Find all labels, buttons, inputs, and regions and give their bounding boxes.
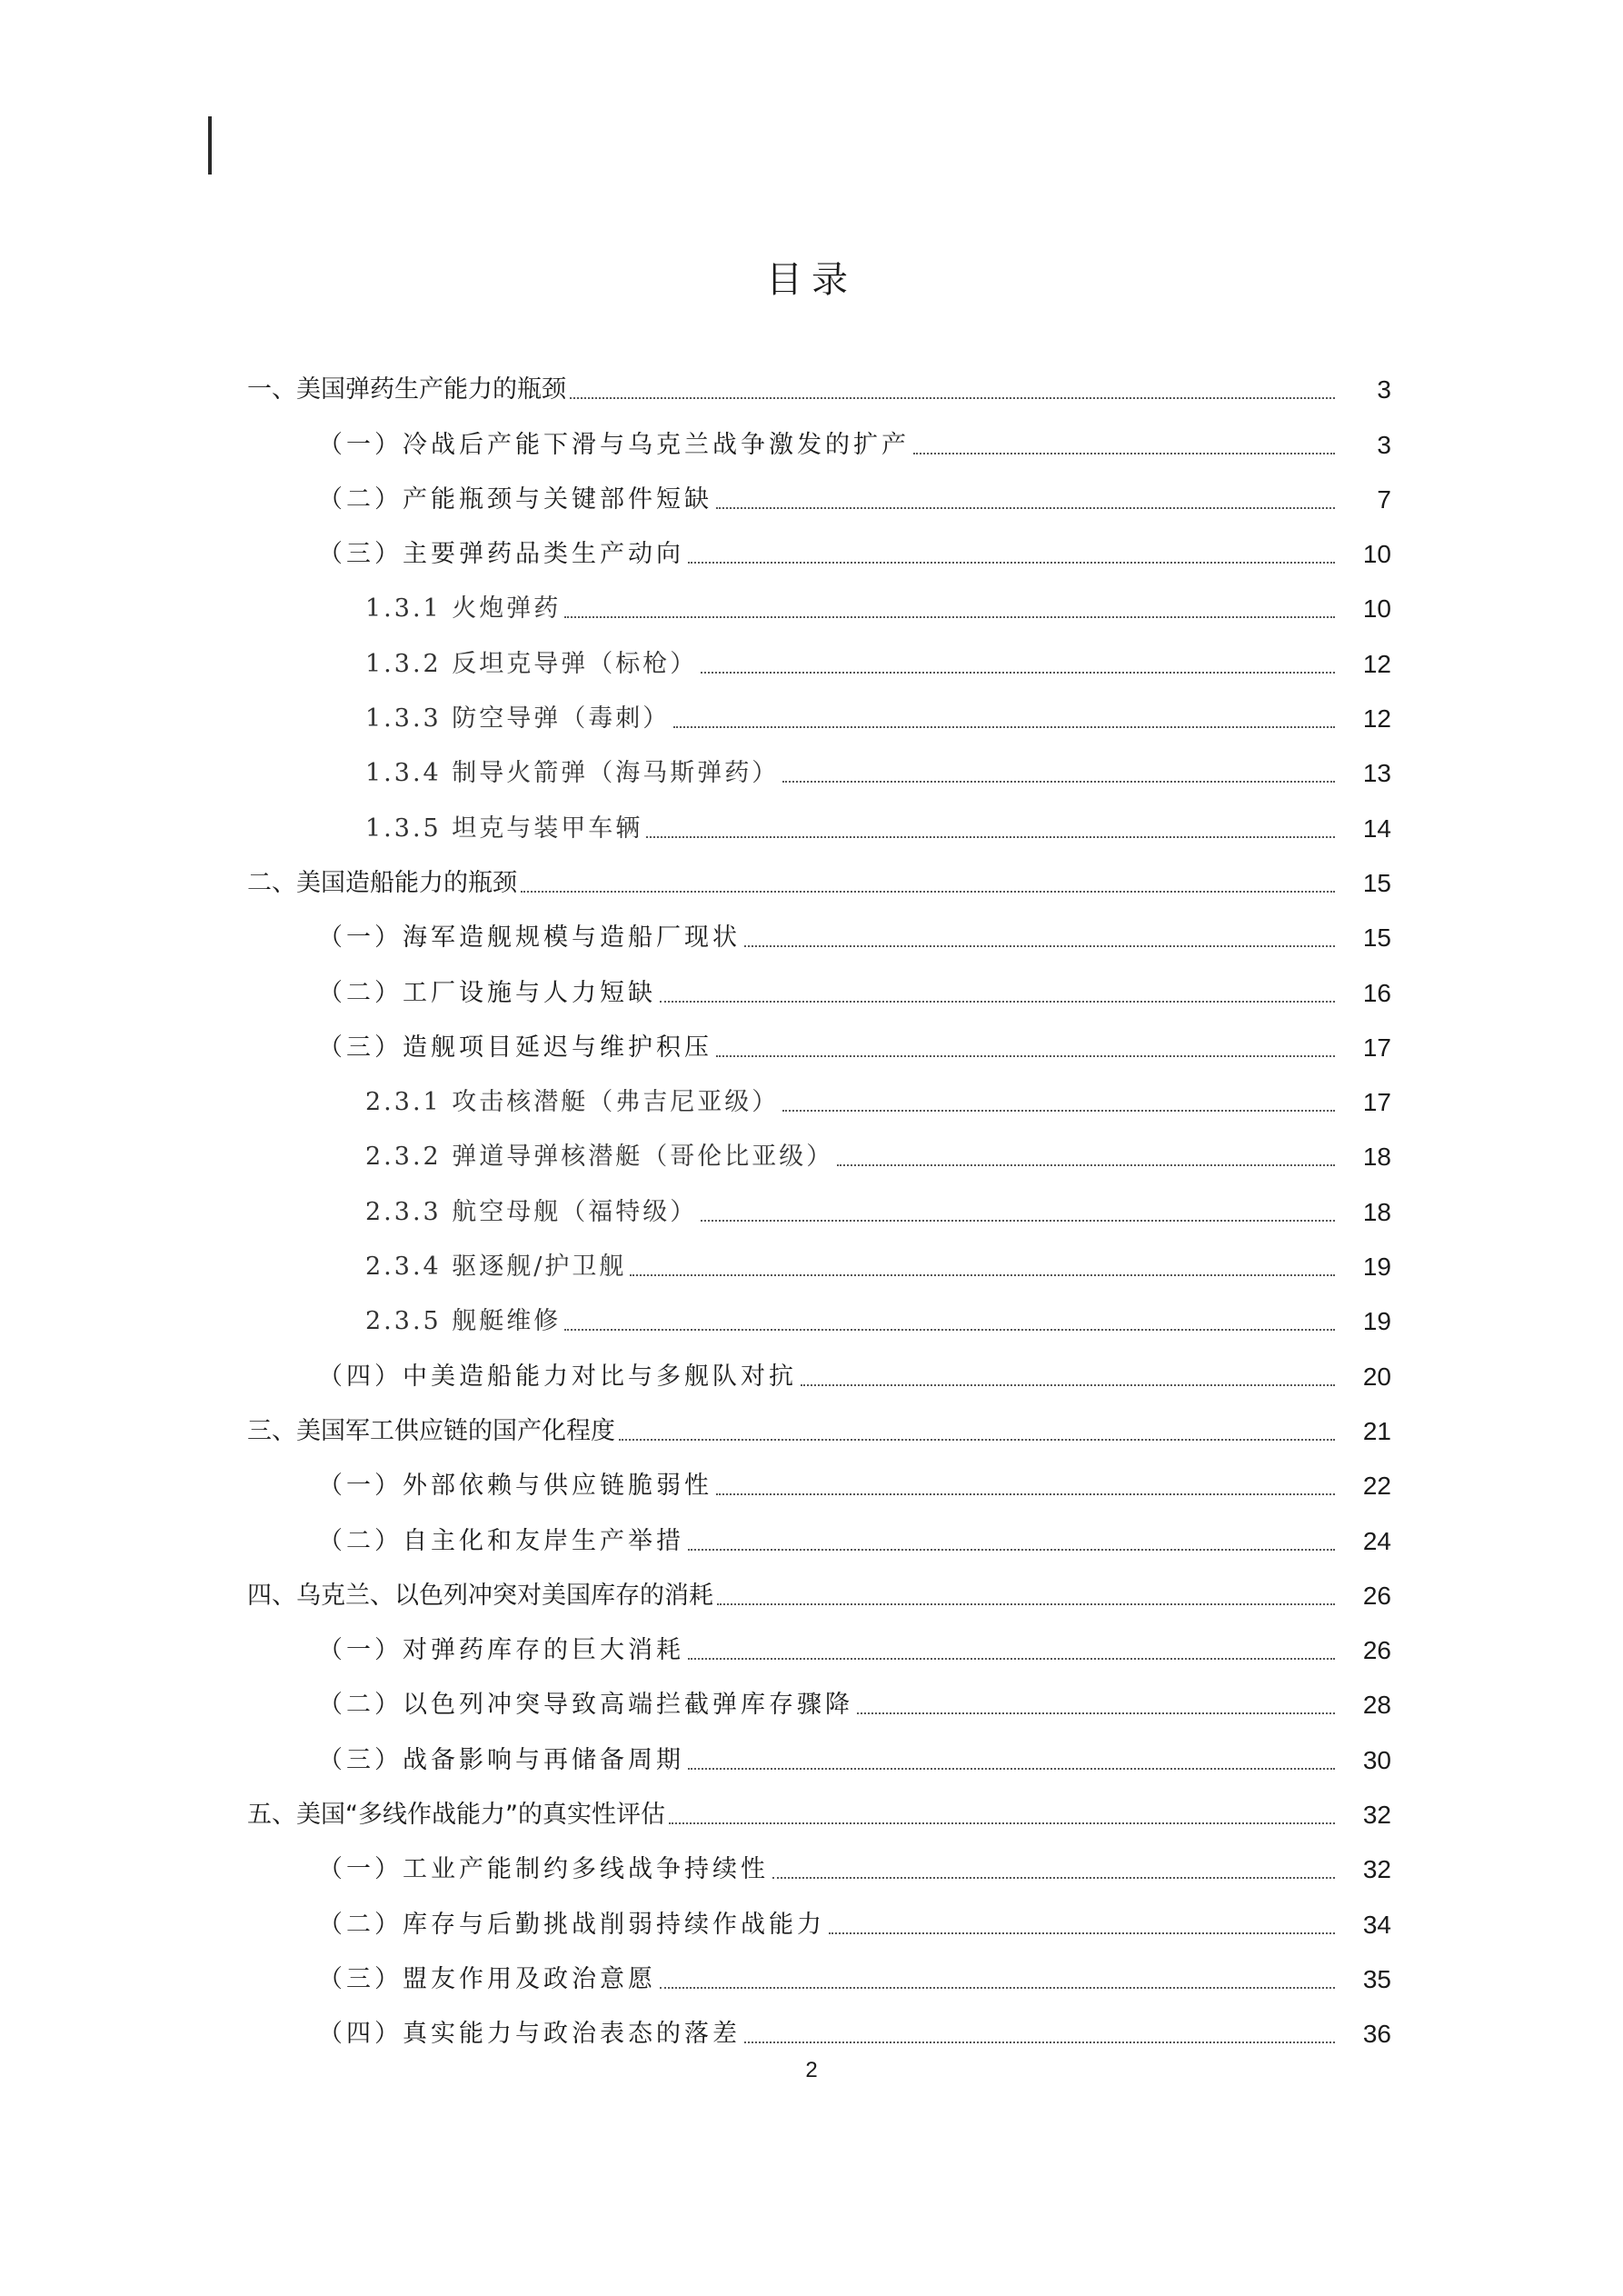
toc-entry[interactable] <box>0 745 1623 800</box>
toc-entry-page: 18 <box>1362 1197 1391 1226</box>
toc-entry-page: 3 <box>1377 375 1391 404</box>
toc-entry[interactable] <box>0 1293 1623 1348</box>
toc-dot-leader <box>570 397 1335 399</box>
toc-entry[interactable] <box>0 362 1623 416</box>
toc-entry-page: 7 <box>1377 484 1391 514</box>
toc-dot-leader <box>660 1987 1335 1989</box>
toc-entry-label: 1.3.2 反坦克导弹（标枪） <box>365 649 698 678</box>
toc-dot-leader <box>564 616 1335 618</box>
toc-entry-page: 36 <box>1362 2020 1391 2049</box>
toc-dot-leader <box>716 1055 1335 1057</box>
toc-entry-page: 14 <box>1362 814 1391 843</box>
page-number: 2 <box>805 2058 818 2082</box>
toc-entry-page: 22 <box>1362 1472 1391 1501</box>
toc-entry-label: （三）盟友作用及政治意愿 <box>318 1964 656 1993</box>
toc-entry[interactable] <box>0 1074 1623 1129</box>
toc-entry-label: （三）主要弹药品类生产动向 <box>318 540 684 569</box>
toc-entry[interactable] <box>0 1020 1623 1074</box>
toc-entry-page: 35 <box>1362 1964 1391 1993</box>
toc-entry-page: 12 <box>1362 704 1391 734</box>
toc-entry-page: 13 <box>1362 759 1391 788</box>
toc-entry-page: 28 <box>1362 1691 1391 1720</box>
toc-dot-leader <box>717 1603 1335 1605</box>
toc-dot-leader <box>801 1384 1335 1386</box>
toc-entry[interactable] <box>0 416 1623 471</box>
toc-entry-label: 1.3.3 防空导弹（毒刺） <box>365 704 671 734</box>
toc-dot-leader <box>688 1658 1335 1660</box>
toc-dot-leader <box>564 1329 1335 1331</box>
toc-entry[interactable] <box>0 855 1623 910</box>
toc-entry[interactable] <box>0 1622 1623 1677</box>
toc-dot-leader <box>716 1493 1335 1495</box>
toc-dot-leader <box>521 891 1335 893</box>
toc-entry-label: （二）工厂设施与人力短缺 <box>318 978 656 1007</box>
toc-entry[interactable] <box>0 1458 1623 1512</box>
toc-entry-page: 18 <box>1362 1143 1391 1172</box>
corner-crop-mark <box>208 116 212 175</box>
toc-entry-label: （一）对弹药库存的巨大消耗 <box>318 1636 684 1665</box>
toc-entry[interactable] <box>0 1348 1623 1403</box>
toc-entry[interactable] <box>0 1842 1623 1896</box>
toc-dot-leader <box>673 726 1335 728</box>
toc-entry-label: 2.3.3 航空母舰（福特级） <box>365 1197 698 1226</box>
toc-entry[interactable] <box>0 472 1623 526</box>
toc-entry[interactable] <box>0 1403 1623 1458</box>
toc-dot-leader <box>688 562 1335 564</box>
toc-dot-leader <box>857 1712 1335 1714</box>
toc-entry-page: 3 <box>1377 430 1391 459</box>
toc-entry[interactable] <box>0 581 1623 635</box>
toc-dot-leader <box>669 1822 1335 1824</box>
toc-dot-leader <box>630 1274 1335 1276</box>
toc-entry-label: 2.3.1 攻击核潜艇（弗吉尼亚级） <box>365 1088 780 1117</box>
toc-dot-leader <box>619 1439 1335 1441</box>
toc-entry-label: （一）海军造舰规模与造船厂现状 <box>318 923 741 953</box>
toc-entry-page: 21 <box>1362 1416 1391 1445</box>
toc-entry-page: 32 <box>1362 1855 1391 1884</box>
toc-entry-page: 16 <box>1362 978 1391 1007</box>
toc-entry-label: （三）造舰项目延迟与维护积压 <box>318 1033 712 1062</box>
toc-dot-leader <box>646 836 1335 838</box>
toc-entry-page: 12 <box>1362 649 1391 678</box>
toc-dot-leader <box>701 672 1335 674</box>
toc-entry-label: （二）产能瓶颈与关键部件短缺 <box>318 484 712 514</box>
toc-entry-page: 10 <box>1362 540 1391 569</box>
toc-dot-leader <box>782 781 1335 783</box>
toc-entry-label: （二）以色列冲突导致高端拦截弹库存骤降 <box>318 1691 853 1720</box>
toc-entry-label: （四）中美造船能力对比与多舰队对抗 <box>318 1362 797 1391</box>
toc-entry[interactable] <box>0 691 1623 745</box>
toc-dot-leader <box>782 1110 1335 1112</box>
toc-entry-label: 2.3.4 驱逐舰/护卫舰 <box>365 1253 627 1282</box>
toc-entry-page: 20 <box>1362 1362 1391 1391</box>
toc-entry-label: 1.3.5 坦克与装甲车辆 <box>365 814 643 843</box>
toc-dot-leader <box>688 1549 1335 1551</box>
toc-entry-label: （四）真实能力与政治表态的落差 <box>318 2020 741 2049</box>
toc-entry-label: （一）外部依赖与供应链脆弱性 <box>318 1472 712 1501</box>
toc-entry-label: 四、乌克兰、以色列冲突对美国库存的消耗 <box>247 1581 713 1610</box>
toc-entry-page: 15 <box>1362 868 1391 897</box>
toc-entry-page: 24 <box>1362 1526 1391 1555</box>
toc-entry-label: 三、美国军工供应链的国产化程度 <box>247 1416 615 1445</box>
toc-entry-label: （二）库存与后勤挑战削弱持续作战能力 <box>318 1910 825 1939</box>
toc-entry-label: 1.3.4 制导火箭弹（海马斯弹药） <box>365 759 780 788</box>
toc-dot-leader <box>772 1877 1335 1879</box>
toc-dot-leader <box>744 2041 1335 2043</box>
toc-entry-page: 17 <box>1362 1033 1391 1062</box>
toc-dot-leader <box>744 945 1335 947</box>
toc-entry-page: 10 <box>1362 594 1391 624</box>
toc-entry-page: 34 <box>1362 1910 1391 1939</box>
toc-entry[interactable] <box>0 964 1623 1019</box>
toc-entry[interactable] <box>0 1952 1623 2006</box>
toc-entry-page: 19 <box>1362 1253 1391 1282</box>
toc-entry[interactable] <box>0 800 1623 854</box>
toc-entry[interactable] <box>0 1787 1623 1842</box>
table-of-contents <box>0 362 1623 2061</box>
toc-entry[interactable] <box>0 1677 1623 1732</box>
toc-entry-label: 2.3.2 弹道导弹核潜艇（哥伦比亚级） <box>365 1143 834 1172</box>
toc-entry-label: （三）战备影响与再储备周期 <box>318 1745 684 1774</box>
toc-entry-page: 19 <box>1362 1307 1391 1336</box>
toc-entry-page: 26 <box>1362 1636 1391 1665</box>
toc-dot-leader <box>660 1001 1335 1003</box>
toc-entry-page: 32 <box>1362 1801 1391 1830</box>
toc-entry[interactable] <box>0 910 1623 964</box>
toc-entry[interactable] <box>0 526 1623 581</box>
toc-dot-leader <box>701 1220 1335 1222</box>
toc-entry[interactable] <box>0 1568 1623 1622</box>
toc-dot-leader <box>688 1768 1335 1770</box>
toc-entry[interactable] <box>0 2006 1623 2061</box>
toc-entry[interactable] <box>0 1239 1623 1293</box>
toc-dot-leader <box>837 1164 1335 1166</box>
toc-entry[interactable] <box>0 1896 1623 1951</box>
toc-entry[interactable] <box>0 635 1623 690</box>
toc-dot-leader <box>716 507 1335 509</box>
toc-entry-label: 1.3.1 火炮弹药 <box>365 594 562 624</box>
toc-entry-page: 26 <box>1362 1581 1391 1610</box>
toc-entry-page: 15 <box>1362 923 1391 953</box>
toc-entry-label: 二、美国造船能力的瓶颈 <box>247 868 517 897</box>
toc-entry[interactable] <box>0 1183 1623 1238</box>
toc-entry[interactable] <box>0 1512 1623 1567</box>
toc-entry-label: 五、美国“多线作战能力”的真实性评估 <box>247 1801 665 1830</box>
toc-entry-page: 30 <box>1362 1745 1391 1774</box>
toc-dot-leader <box>913 453 1335 454</box>
toc-entry-label: （一）工业产能制约多线战争持续性 <box>318 1855 769 1884</box>
toc-entry[interactable] <box>0 1129 1623 1183</box>
toc-entry-label: （一）冷战后产能下滑与乌克兰战争激发的扩产 <box>318 430 910 459</box>
toc-title: 目录 <box>766 259 857 301</box>
toc-entry[interactable] <box>0 1732 1623 1786</box>
toc-entry-label: 一、美国弹药生产能力的瓶颈 <box>247 375 566 404</box>
toc-entry-label: 2.3.5 舰艇维修 <box>365 1307 562 1336</box>
toc-entry-page: 17 <box>1362 1088 1391 1117</box>
toc-dot-leader <box>829 1932 1335 1934</box>
toc-entry-label: （二）自主化和友岸生产举措 <box>318 1526 684 1555</box>
